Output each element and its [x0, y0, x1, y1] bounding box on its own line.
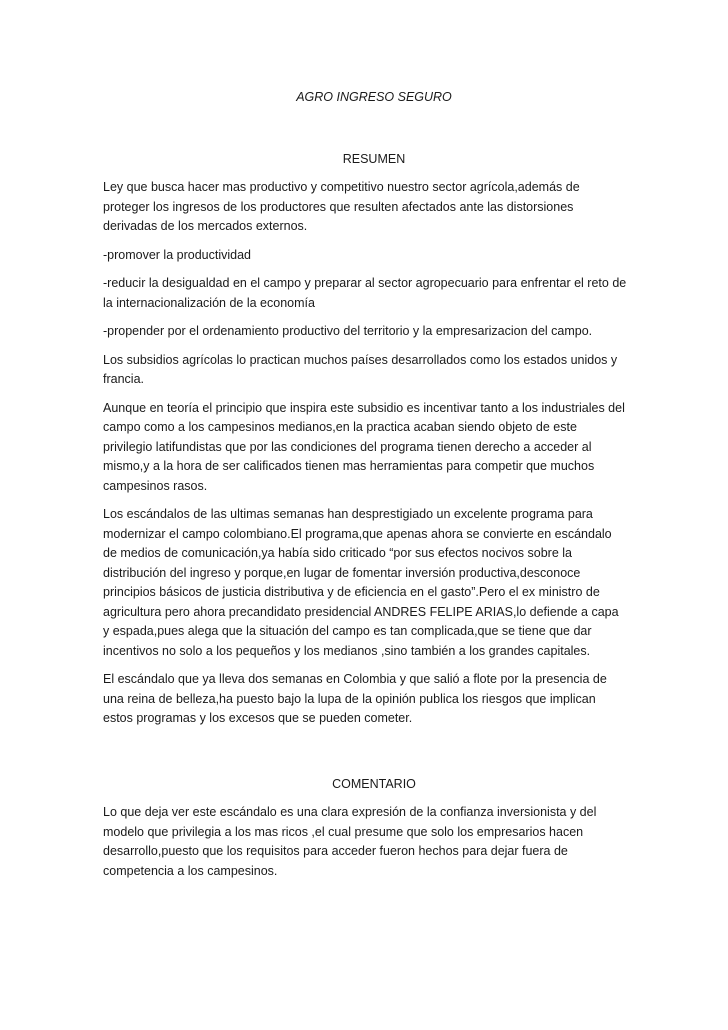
document-title: AGRO INGRESO SEGURO: [296, 90, 452, 104]
paragraph: Lo que deja ver este escándalo es una clara expresión de la confianza inversionista y del modelo que privilegia a los mas ricos ,el cual presume que solo los empresarios hacen desarrollo,puesto que los requisitos para acceder fueron hechos para dejar fuera de competencia a los campesinos.: [103, 805, 597, 878]
paragraph: -reducir la desigualdad en el campo y preparar al sector agropecuario para enfrentar el reto de la internacionalización de la economía: [103, 276, 627, 310]
section-heading-resumen: RESUMEN: [342, 151, 406, 166]
section-resumen: [103, 150, 627, 729]
paragraph: -propender por el ordenamiento productivo del territorio y la empresarizacion del campo.: [103, 324, 593, 338]
paragraph: Aunque en teoría el principio que inspira este subsidio es incentivar tanto a los industriales del campo como a los campesinos medianos,en la practica acaban siendo objeto de este privilegio latifundistas que por las condiciones del programa tienen derecho a acceder al mismo,y a la hora de ser calificados tienen mas herramientas para competir que muchos campesinos rasos.: [103, 400, 625, 493]
paragraph: El escándalo que ya lleva dos semanas en Colombia y que salió a flote por la presencia de una reina de belleza,ha puesto bajo la lupa de la opinión publica los riesgos que implican estos programas y los excesos que se pueden cometer.: [103, 672, 607, 725]
paragraph: Ley que busca hacer mas productivo y competitivo nuestro sector agrícola,además de proteger los ingresos de los productores que resulten afectados ante las distorsiones derivadas de los mercados externos.: [103, 180, 580, 233]
section-heading-comentario: COMENTARIO: [332, 776, 416, 791]
section-comentario: [103, 775, 627, 882]
section-spacer: [103, 738, 627, 775]
paragraph: -promover la productividad: [103, 247, 251, 262]
paragraph: Los escándalos de las ultimas semanas han desprestigiado un excelente programa para modernizar el campo colombiano.El programa,que apenas ahora se convierte en escándalo de medios de comunicación,ya había sido criticado “por sus efectos nocivos sobre la distribución del ingreso y porque,en lugar de fomentar inversión productiva,desconoce principios básicos de justicia distributiva y de eficiencia en el gasto”.Pero el ex ministro de agricultura pero ahora precandidato presidencial ANDRES FELIPE ARIAS,lo defiende a capa y espada,pues alega que la situación del campo es tan complicada,que se tiene que dar incentivos no solo a los pequeños y los medianos ,sino también a los grandes capitales.: [103, 507, 619, 658]
document-body: [103, 88, 627, 890]
paragraph: Los subsidios agrícolas lo practican muchos países desarrollados como los estados unidos y francia.: [103, 352, 618, 386]
